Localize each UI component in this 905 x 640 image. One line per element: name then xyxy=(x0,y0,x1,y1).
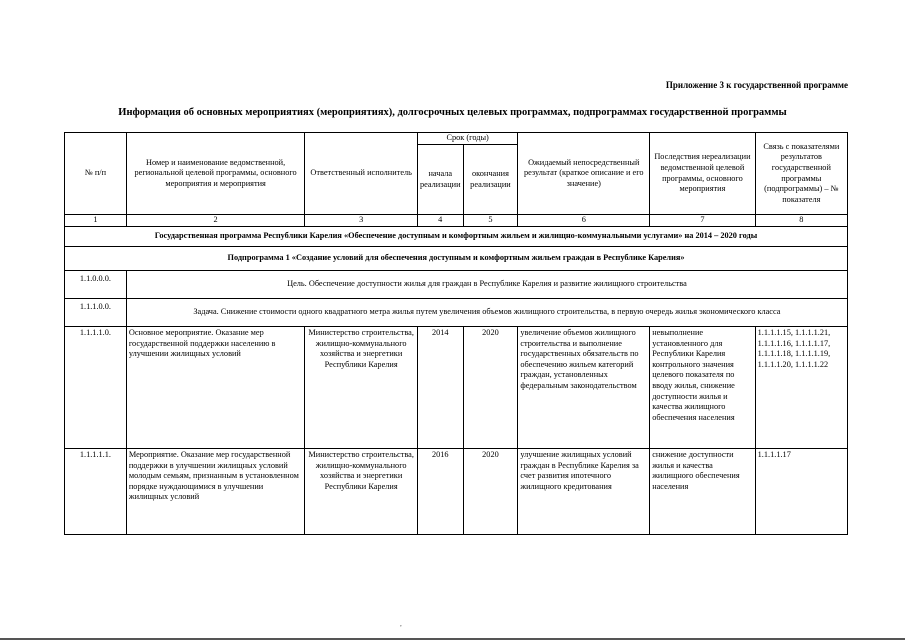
header-term: Срок (годы) xyxy=(417,133,517,145)
row-end: 2020 xyxy=(463,327,518,449)
header-start: начала реализации xyxy=(417,145,463,215)
row-result: улучшение жилищных условий граждан в Республике Карелия за счет развития ипотечного жилищного кредитования xyxy=(518,449,650,535)
header-result: Ожидаемый непосредственный результат (краткое описание и его значение) xyxy=(518,133,650,215)
row-end: 2020 xyxy=(463,449,518,535)
row-start: 2014 xyxy=(417,327,463,449)
table-row xyxy=(65,327,848,449)
task-text: Задача. Снижение стоимости одного квадратного метра жилья путем увеличения объемов жилищного строительства, в первую очередь жилья экономического класса xyxy=(126,299,847,327)
column-number-row xyxy=(65,215,848,227)
row-link: 1.1.1.1.15, 1.1.1.1.21, 1.1.1.1.16, 1.1.1.1.17, 1.1.1.1.18, 1.1.1.1.19, 1.1.1.1.20, 1.1.1.1.22 xyxy=(755,327,847,449)
subprogram-title: Подпрограмма 1 «Создание условий для обеспечения доступным и комфортным жильем граждан в Республике Карелия» xyxy=(65,247,848,271)
row-name: Основное мероприятие. Оказание мер государственной поддержки населению в улучшении жилищных условий xyxy=(126,327,305,449)
program-title: Государственная программа Республики Карелия «Обеспечение доступным и комфортным жильем и жилищно-коммунальными услугами» на 2014 – 2020 годы xyxy=(65,227,848,247)
page-title: Информация об основных мероприятиях (мероприятиях), долгосрочных целевых программах, подпрограммах государственной программы xyxy=(118,107,787,118)
row-name: Мероприятие. Оказание мер государственной поддержки в улучшении жилищных условий молодым семьям, признанным в установленном порядке нуждающимися в улучшении жилищных условий xyxy=(126,449,305,535)
col-number: 8 xyxy=(755,215,847,227)
header-name: Номер и наименование ведомственной, региональной целевой программы, основного мероприятия и мероприятия xyxy=(126,133,305,215)
header-link: Связь с показателями результатов государственной программы (подпрограммы) – № показателя xyxy=(755,133,847,215)
goal-code: 1.1.0.0.0. xyxy=(65,271,127,299)
col-number: 2 xyxy=(126,215,305,227)
measures-table xyxy=(64,132,848,535)
col-number: 6 xyxy=(518,215,650,227)
col-number: 3 xyxy=(305,215,418,227)
row-executor: Министерство строительства, жилищно-коммунального хозяйства и энергетики Республики Карелия xyxy=(305,327,418,449)
row-code: 1.1.1.1.1. xyxy=(65,449,127,535)
task-code: 1.1.1.0.0. xyxy=(65,299,127,327)
appendix-note: Приложение 3 к государственной программе xyxy=(665,80,848,90)
row-start: 2016 xyxy=(417,449,463,535)
header-executor: Ответственный исполнитель xyxy=(305,133,418,215)
goal-text: Цель. Обеспечение доступности жилья для граждан в Республике Карелия и развитие жилищного строительства xyxy=(126,271,847,299)
col-number: 4 xyxy=(417,215,463,227)
row-link: 1.1.1.1.17 xyxy=(755,449,847,535)
header-num: № п/п xyxy=(65,133,127,215)
header-end: окончания реализации xyxy=(463,145,518,215)
row-consequences: невыполнение установленного для Республики Карелия контрольного значения целевого показателя по вводу жилья, снижение доступности жилья и качества жилищного обеспечения населения xyxy=(650,327,755,449)
col-number: 5 xyxy=(463,215,518,227)
col-number: 7 xyxy=(650,215,755,227)
row-executor: Министерство строительства, жилищно-коммунального хозяйства и энергетики Республики Карелия xyxy=(305,449,418,535)
row-consequences: снижение доступности жилья и качества жилищного обеспечения населения xyxy=(650,449,755,535)
row-result: увеличение объемов жилищного строительства и выполнение государственных обязательств по обеспечению жильем категорий граждан, установленных федеральным законодательством xyxy=(518,327,650,449)
col-number: 1 xyxy=(65,215,127,227)
row-code: 1.1.1.1.0. xyxy=(65,327,127,449)
scan-mark: , xyxy=(400,620,402,628)
header-consequences: Последствия нереализации ведомственной целевой программы, основного мероприятия xyxy=(650,133,755,215)
table-row xyxy=(65,449,848,535)
